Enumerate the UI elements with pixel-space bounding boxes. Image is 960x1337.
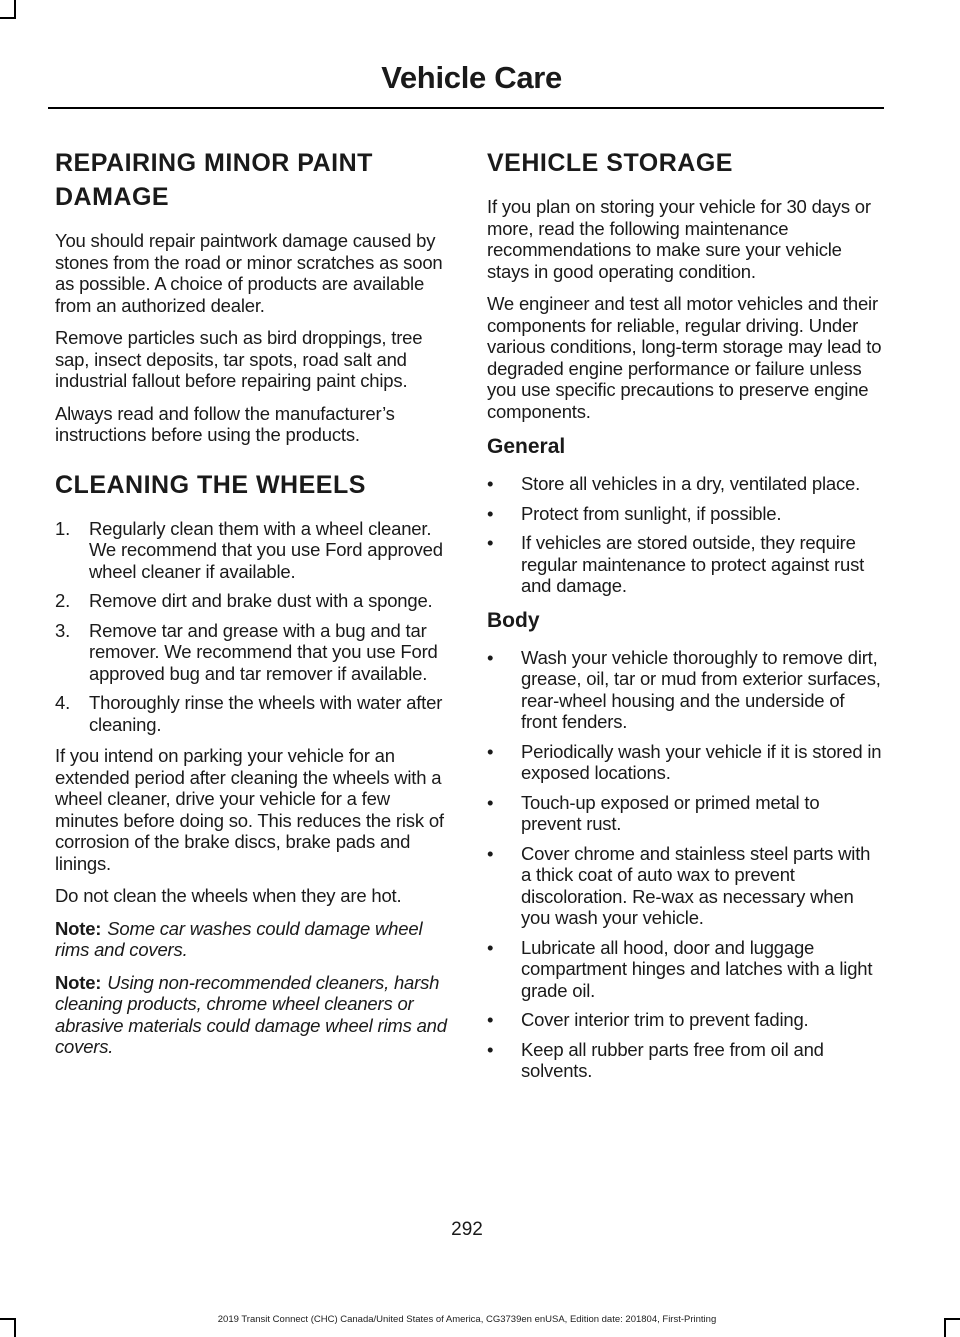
wheel-cleaning-steps xyxy=(55,518,447,736)
bullet-text: Keep all rubber parts free from oil and solvents. xyxy=(521,1038,824,1081)
paragraph: Do not clean the wheels when they are hot. xyxy=(55,885,402,906)
body-bullet-list xyxy=(487,647,883,1082)
page-number: 292 xyxy=(451,1219,483,1240)
bullet-text: Wash your vehicle thoroughly to remove dirt, grease, oil, tar or mud from exterior surfaces, rear-wheel housing and the underside of front fenders. xyxy=(521,646,881,732)
list-item xyxy=(487,1039,883,1082)
bullet-icon: • xyxy=(487,936,494,958)
bullet-icon: • xyxy=(487,532,494,553)
header-divider xyxy=(48,107,884,109)
left-column xyxy=(55,140,447,1069)
bullet-text: Periodically wash your vehicle if it is stored in exposed locations. xyxy=(521,740,882,783)
paragraph: Always read and follow the manufacturer’s instructions before using the products. xyxy=(55,402,395,445)
crop-mark xyxy=(944,1318,946,1337)
right-column xyxy=(487,140,883,1092)
list-item xyxy=(487,473,883,495)
note-label: Note: xyxy=(55,917,102,939)
paragraph: Remove particles such as bird droppings, tree sap, insect deposits, tar spots, road salt and industrial fallout before repairing paint chips. xyxy=(55,327,423,391)
list-item xyxy=(487,741,883,784)
bullet-text: Cover chrome and stainless steel parts with a thick coat of auto wax to prevent discoloration. Re-wax as necessary when you wash your vehicle. xyxy=(521,842,871,928)
list-item xyxy=(487,647,883,733)
list-item xyxy=(487,503,883,525)
crop-mark xyxy=(14,0,16,18)
section-heading-storage: VEHICLE STORAGE xyxy=(487,149,733,177)
list-item xyxy=(55,518,447,583)
paragraph: We engineer and test all motor vehicles and their components for reliable, regular driving. Under various conditions, long-term storage may lead to degraded engine performance or failure unless you use specific precautions to preserve engine components. xyxy=(487,293,882,422)
step-text: Thoroughly rinse the wheels with water after cleaning. xyxy=(89,692,443,735)
step-text: Remove tar and grease with a bug and tar remover. We recommend that you use Ford approved bug and tar remover if available. xyxy=(89,619,438,684)
bullet-icon: • xyxy=(487,842,494,864)
bullet-text: Touch-up exposed or primed metal to prevent rust. xyxy=(521,791,820,834)
subheading-general: General xyxy=(487,435,566,458)
bullet-icon: • xyxy=(487,502,494,524)
bullet-icon: • xyxy=(487,646,494,668)
crop-mark xyxy=(944,1318,960,1320)
list-item xyxy=(487,1009,883,1031)
step-number: 2. xyxy=(55,590,71,611)
section-heading-paint: REPAIRING MINOR PAINT DAMAGE xyxy=(55,149,373,211)
note-text: Some car washes could damage wheel rims and covers. xyxy=(55,917,423,960)
step-number: 4. xyxy=(55,692,71,713)
list-item xyxy=(487,532,883,597)
bullet-text: Protect from sunlight, if possible. xyxy=(521,502,782,524)
section-heading-wheels: CLEANING THE WHEELS xyxy=(55,470,366,499)
bullet-text: Cover interior trim to prevent fading. xyxy=(521,1009,809,1030)
list-item xyxy=(487,843,883,929)
paragraph: If you intend on parking your vehicle for an extended period after cleaning the wheels with a wheel cleaner, drive your vehicle for a few minutes before doing so. This reduces the risk of corrosion of the brake discs, brake pads and linings. xyxy=(55,745,444,874)
page-header-title: Vehicle Care xyxy=(381,60,562,95)
paragraph: You should repair paintwork damage caused by stones from the road or minor scratches as soon as possible. A choice of products are available from an authorized dealer. xyxy=(55,230,443,316)
subheading-body: Body xyxy=(487,608,540,632)
bullet-text: Store all vehicles in a dry, ventilated place. xyxy=(521,473,861,494)
bullet-icon: • xyxy=(487,740,494,762)
paragraph: If you plan on storing your vehicle for 30 days or more, read the following maintenance recommendations to make sure your vehicle stays in good operating condition. xyxy=(487,196,871,282)
list-item xyxy=(55,692,447,735)
note-label: Note: xyxy=(55,971,102,993)
note-text: Using non-recommended cleaners, harsh cleaning products, chrome wheel cleaners or abrasive materials could damage wheel rims and covers. xyxy=(55,971,447,1057)
bullet-text: Lubricate all hood, door and luggage compartment hinges and latches with a light grade oil. xyxy=(521,936,873,1001)
step-number: 1. xyxy=(55,517,71,539)
bullet-icon: • xyxy=(487,1038,494,1060)
bullet-icon: • xyxy=(487,1009,494,1030)
note xyxy=(55,918,447,961)
bullet-text: If vehicles are stored outside, they require regular maintenance to protect against rust and damage. xyxy=(521,532,865,596)
list-item xyxy=(487,792,883,835)
list-item xyxy=(55,620,447,685)
crop-mark xyxy=(0,17,16,19)
list-item xyxy=(487,937,883,1002)
list-item xyxy=(55,590,447,612)
footer-edition-info: 2019 Transit Connect (CHC) Canada/United States of America, CG3739en enUSA, Edition date: 201804, First-Printing xyxy=(217,1314,717,1325)
note xyxy=(55,972,447,1058)
step-text: Remove dirt and brake dust with a sponge. xyxy=(89,590,433,611)
step-number: 3. xyxy=(55,619,71,641)
bullet-icon: • xyxy=(487,473,494,494)
general-bullet-list xyxy=(487,473,883,597)
bullet-icon: • xyxy=(487,791,494,813)
step-text: Regularly clean them with a wheel cleaner. We recommend that you use Ford approved wheel cleaner if available. xyxy=(89,517,443,582)
